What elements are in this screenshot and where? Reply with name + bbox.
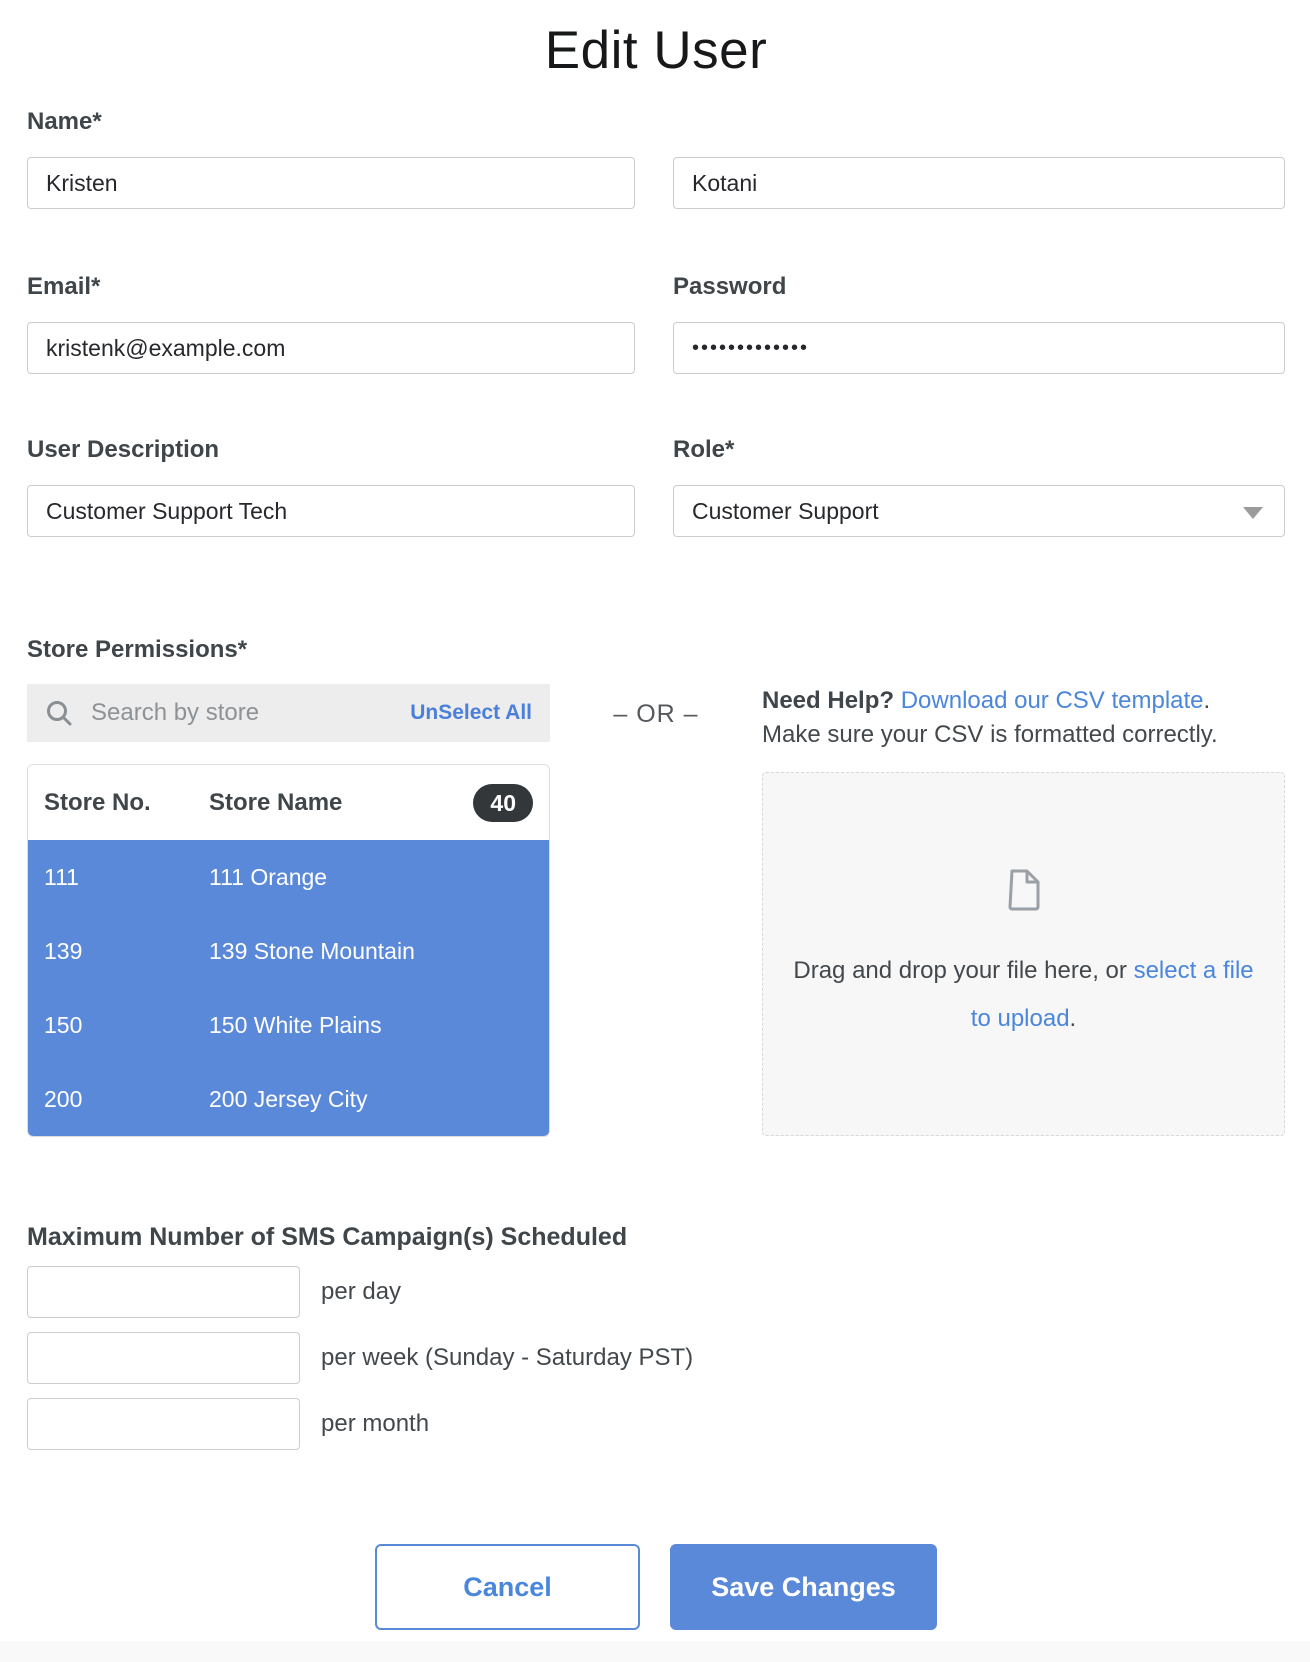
caret-down-icon <box>1243 507 1263 519</box>
store-table-header <box>28 765 549 840</box>
save-changes-button[interactable]: Save Changes <box>670 1544 937 1630</box>
store-no-header: Store No. <box>44 788 151 816</box>
file-icon <box>1000 866 1048 919</box>
sms-per-day-input[interactable] <box>27 1266 300 1318</box>
sms-per-day-label: per day <box>321 1278 402 1305</box>
email-label: Email* <box>27 273 101 300</box>
store-row[interactable] <box>28 1062 549 1136</box>
store-search-input[interactable] <box>91 699 410 727</box>
password-field[interactable] <box>673 322 1285 374</box>
cancel-button[interactable]: Cancel <box>375 1544 640 1630</box>
store-row-name: 139 Stone Mountain <box>209 937 415 964</box>
store-row-name: 150 White Plains <box>209 1011 382 1038</box>
store-row-no: 139 <box>44 937 83 964</box>
sms-per-day-row <box>27 1266 1285 1318</box>
store-row-name: 200 Jersey City <box>209 1085 368 1112</box>
role-label: Role* <box>673 436 735 463</box>
user-description-field[interactable] <box>27 485 635 537</box>
description-role-row <box>27 435 1285 537</box>
csv-dropzone[interactable] <box>762 772 1285 1136</box>
store-row-no: 111 <box>44 863 79 890</box>
need-help-text: Need Help? <box>762 687 895 714</box>
role-select[interactable] <box>673 485 1285 537</box>
select-file-link[interactable]: select a file to upload <box>970 956 1254 1032</box>
form-actions <box>27 1544 1285 1630</box>
sms-section-title: Maximum Number of SMS Campaign(s) Scheduled <box>27 1223 628 1251</box>
store-row-no: 150 <box>44 1011 83 1038</box>
store-search-bar <box>27 684 550 742</box>
password-label: Password <box>673 273 787 300</box>
user-description-label: User Description <box>27 436 220 463</box>
email-field[interactable] <box>27 322 635 374</box>
dropzone-text-period: . <box>1069 1004 1077 1032</box>
dropzone-text-before: Drag and drop your file here, or <box>793 956 1134 984</box>
store-row[interactable] <box>28 988 549 1062</box>
store-permissions-label: Store Permissions* <box>27 636 248 663</box>
store-list-panel <box>27 684 550 1137</box>
last-name-field[interactable] <box>673 157 1285 209</box>
sms-per-month-row <box>27 1398 1285 1450</box>
store-row-name: 111 Orange <box>209 863 328 890</box>
store-row-no: 200 <box>44 1085 83 1112</box>
sms-per-week-input[interactable] <box>27 1332 300 1384</box>
sms-per-month-input[interactable] <box>27 1398 300 1450</box>
sms-per-month-label: per month <box>321 1410 430 1437</box>
csv-template-link[interactable]: Download our CSV template <box>900 687 1204 714</box>
name-row <box>27 107 1285 209</box>
store-table <box>27 764 550 1137</box>
page-title: Edit User <box>544 21 768 80</box>
csv-help-text <box>762 684 1285 718</box>
email-password-row <box>27 272 1285 374</box>
store-row[interactable] <box>28 840 549 914</box>
name-label: Name* <box>27 108 102 135</box>
store-count-badge: 40 <box>473 784 533 822</box>
search-icon <box>45 699 73 727</box>
sms-per-week-label: per week (Sunday - Saturday PST) <box>321 1344 694 1371</box>
page-bottom-strip <box>0 1641 1310 1662</box>
csv-format-note: Make sure your CSV is formatted correctly. <box>762 721 1218 748</box>
sms-per-week-row <box>27 1332 1285 1384</box>
or-divider: – OR – <box>613 700 699 728</box>
csv-upload-panel <box>762 684 1285 1137</box>
first-name-field[interactable] <box>27 157 635 209</box>
store-name-header: Store Name <box>209 788 343 816</box>
role-selected-value[interactable]: Customer Support <box>673 485 1285 537</box>
unselect-all-link[interactable]: UnSelect All <box>410 701 532 724</box>
dropzone-text <box>784 947 1264 1043</box>
store-permissions-area <box>27 684 1285 1137</box>
csv-help-period: . <box>1203 687 1211 714</box>
store-rows <box>28 840 549 1136</box>
store-row[interactable] <box>28 914 549 988</box>
